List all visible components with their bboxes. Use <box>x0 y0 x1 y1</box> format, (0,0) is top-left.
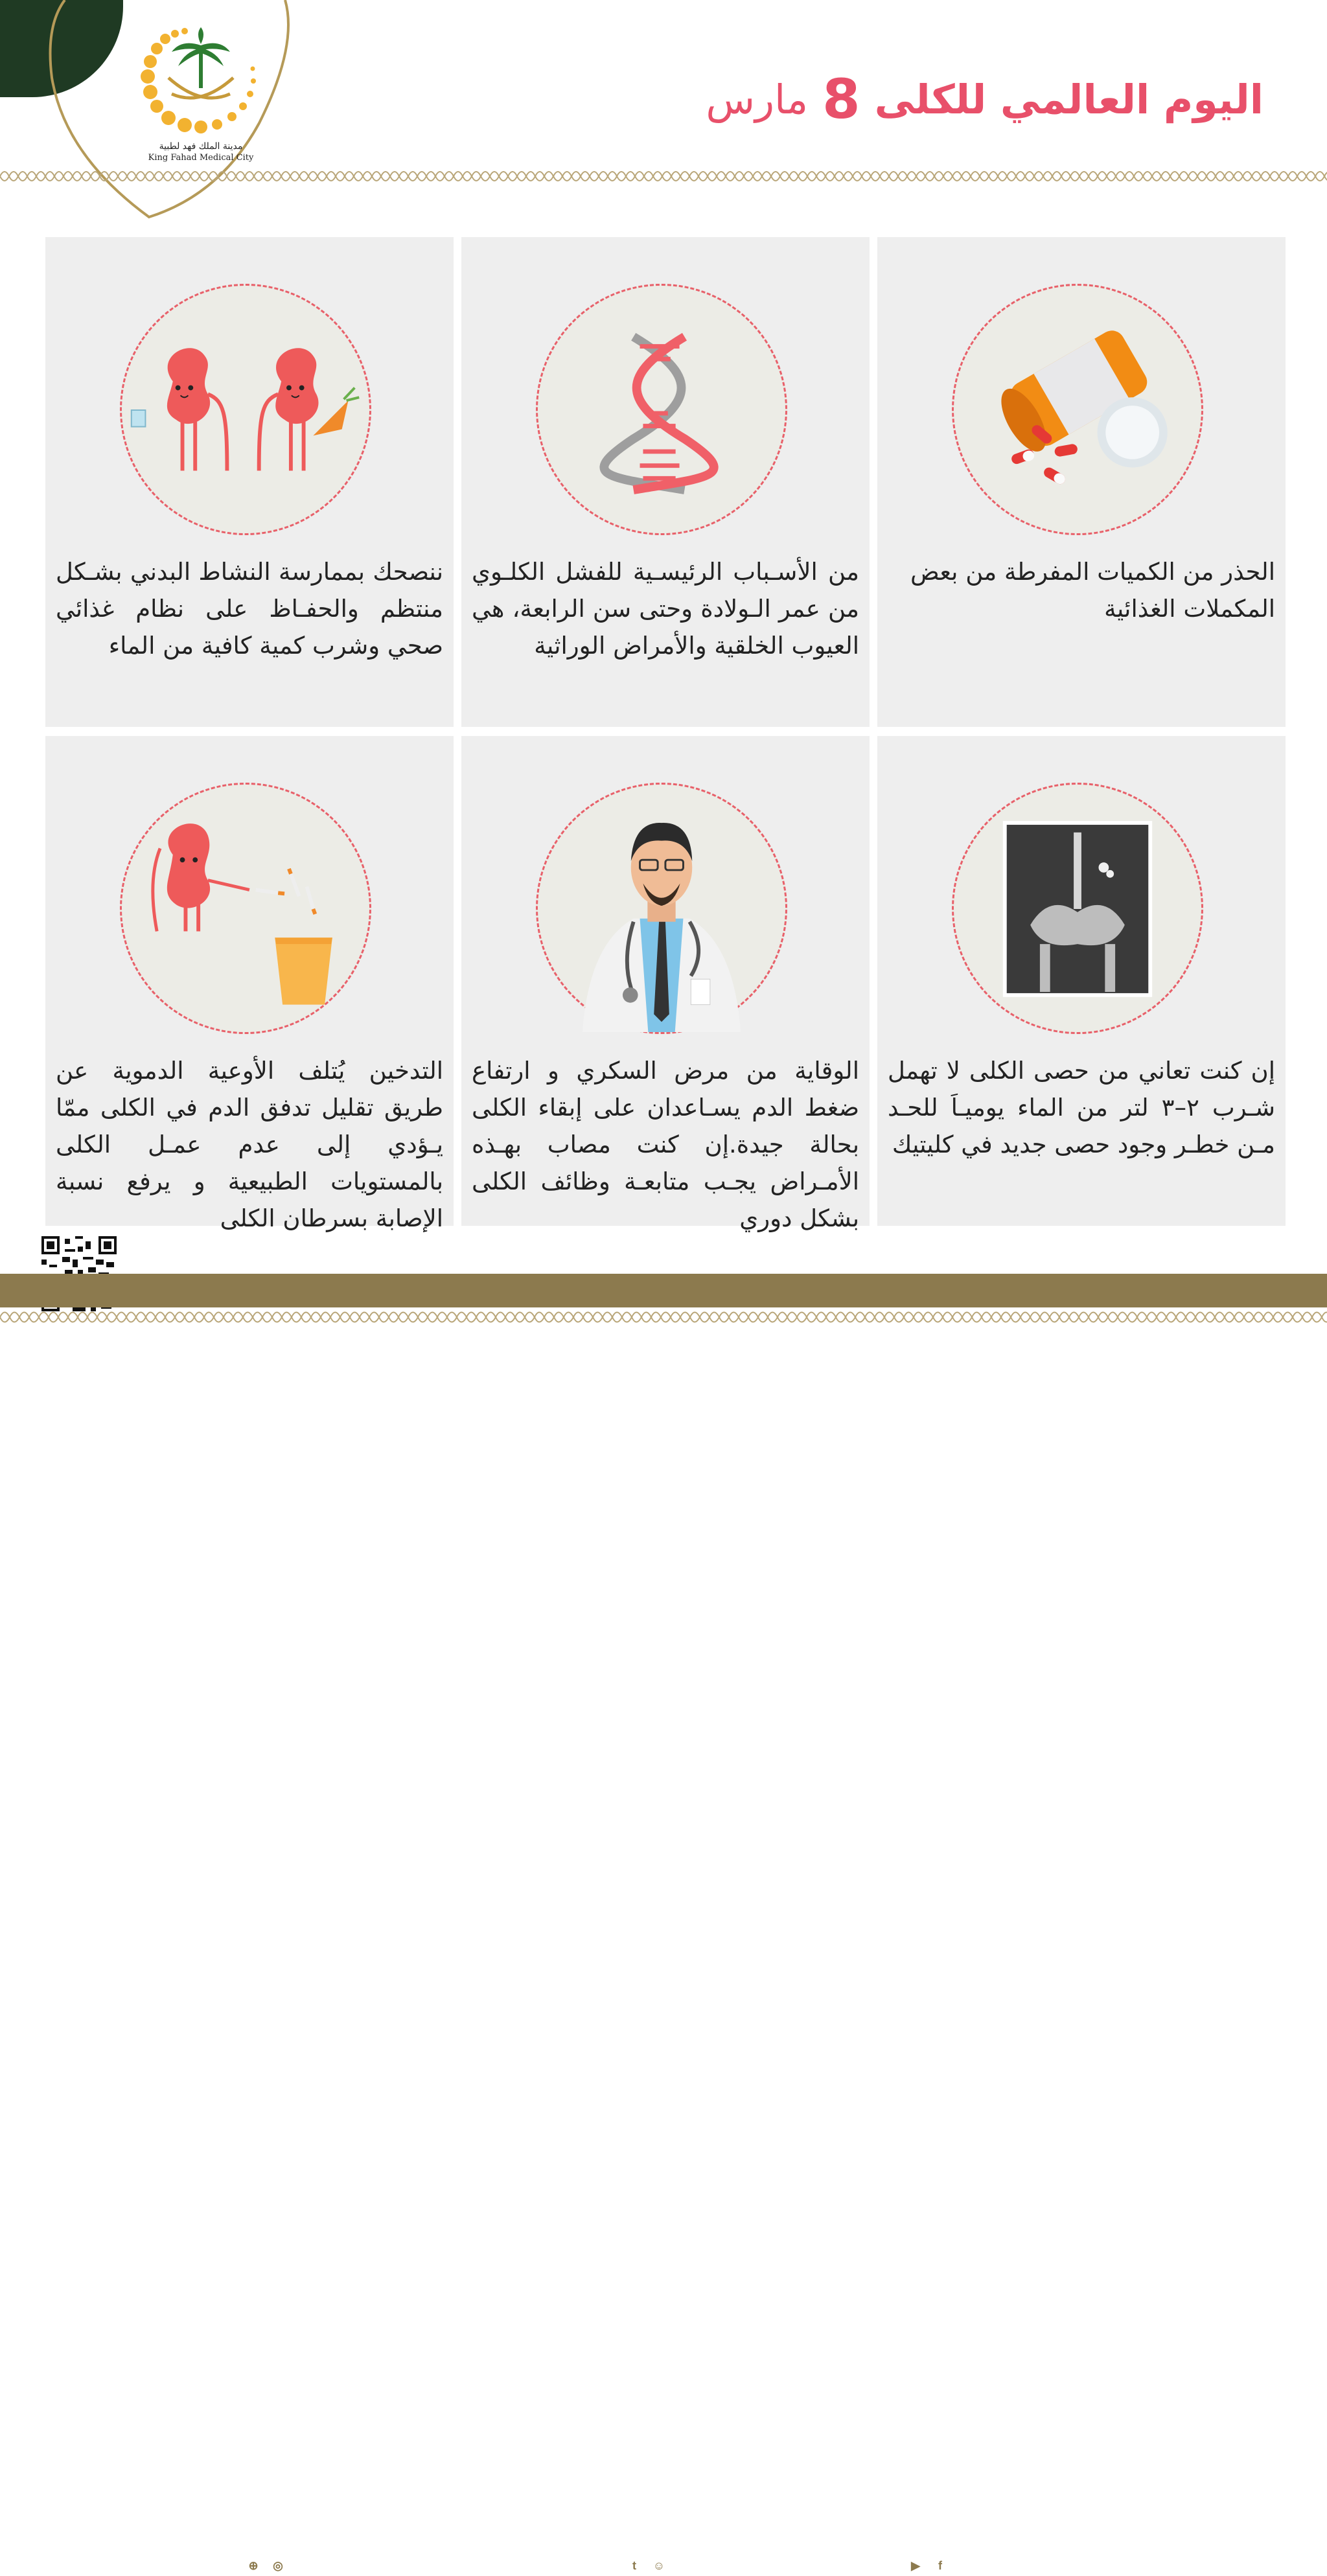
xray-icon <box>954 785 1201 1032</box>
footer-bar <box>0 1274 1327 2575</box>
facebook-icon: f <box>930 2556 950 2575</box>
icon-circle <box>120 783 371 1034</box>
card-text: إن كنت تعاني من حصى الكلى لا تهمل شـرب ٢–٣ لتر من الماء يوميـاَ للحـد مـن خطـر وجود حصى جديد في كليتيك <box>888 1057 1275 1158</box>
logo-text-en: King Fahad Medical City <box>148 153 254 163</box>
card-healthy-lifestyle <box>45 237 454 727</box>
twitter-snap-label: kfmc_riyadh <box>674 2555 781 2575</box>
icon-circle <box>120 284 371 535</box>
card-kidney-stones <box>877 736 1286 1226</box>
title-day: 8 <box>822 67 860 131</box>
page-title <box>706 63 1264 135</box>
website-instagram-link[interactable] <box>244 2555 503 2576</box>
happy-kidneys-icon <box>122 286 369 533</box>
title-main: اليوم العالمي للكلى <box>874 75 1264 123</box>
snapchat-icon: ☺ <box>649 2556 669 2575</box>
pills-icon <box>954 286 1201 533</box>
title-month: مارس <box>706 75 809 123</box>
globe-icon: ⊕ <box>244 2556 263 2575</box>
card-genetic-causes <box>461 237 870 727</box>
card-text: الوقاية من مرض السكري و ارتفاع ضغط الدم يسـاعدان على إبقاء الكلى بحالة جيدة.إن كنت مصاب بهـذه الأمـراض يجـب متابعـة وظائف الكلى بشكل دوري <box>472 1057 859 1232</box>
youtube-facebook-link[interactable] <box>906 2555 1066 2576</box>
logo-text-ar: مدينة الملك فهد لطبية <box>159 141 243 152</box>
icon-circle <box>952 284 1203 535</box>
icon-circle <box>952 783 1203 1034</box>
website-label: King Fahad Medical City <box>293 2555 503 2575</box>
kidney-smoking-icon <box>122 785 369 1032</box>
doctor-icon <box>538 785 785 1032</box>
palm-swords-emblem-icon <box>136 19 266 136</box>
icon-circle <box>536 783 787 1034</box>
card-text: من الأسـباب الرئيسـية للفشل الكلـوي من عمر الـولادة وحتى سن الرابعة، هي العيوب الخلقية والأمراض الوراثية <box>472 558 859 660</box>
youtube-icon: ▶ <box>906 2556 925 2575</box>
youtube-fb-label: Kfmc Riyadh <box>955 2555 1067 2575</box>
card-text: التدخين يُتلف الأوعية الدموية عن طريق تقليل تدفق الدم في الكلى ممّا يـؤدي إلى عدم عمـل الكلى بالمستويات الطبيعية و يرفع نسبة الإصابة بسرطان الكلى <box>56 1057 443 1232</box>
kfmc-logo <box>136 19 266 181</box>
bottom-pattern-band <box>0 1307 1327 1327</box>
twitter-icon: t <box>625 2556 644 2575</box>
card-prevention <box>461 736 870 1232</box>
card-text: الحذر من الكميات المفرطة من بعض المكملات الغذائية <box>910 558 1275 623</box>
icon-circle <box>536 284 787 535</box>
top-pattern-band <box>0 167 1327 185</box>
dna-icon <box>538 286 785 533</box>
card-smoking <box>45 736 454 1232</box>
twitter-snapchat-link[interactable] <box>625 2555 781 2576</box>
instagram-icon: ◎ <box>268 2556 288 2575</box>
card-supplements <box>877 237 1286 727</box>
card-text: ننصحك بممارسة النشاط البدني بشـكل منتظم والحفـاظ على نظام غذائي صحي وشرب كمية كافية من الماء <box>56 558 443 660</box>
